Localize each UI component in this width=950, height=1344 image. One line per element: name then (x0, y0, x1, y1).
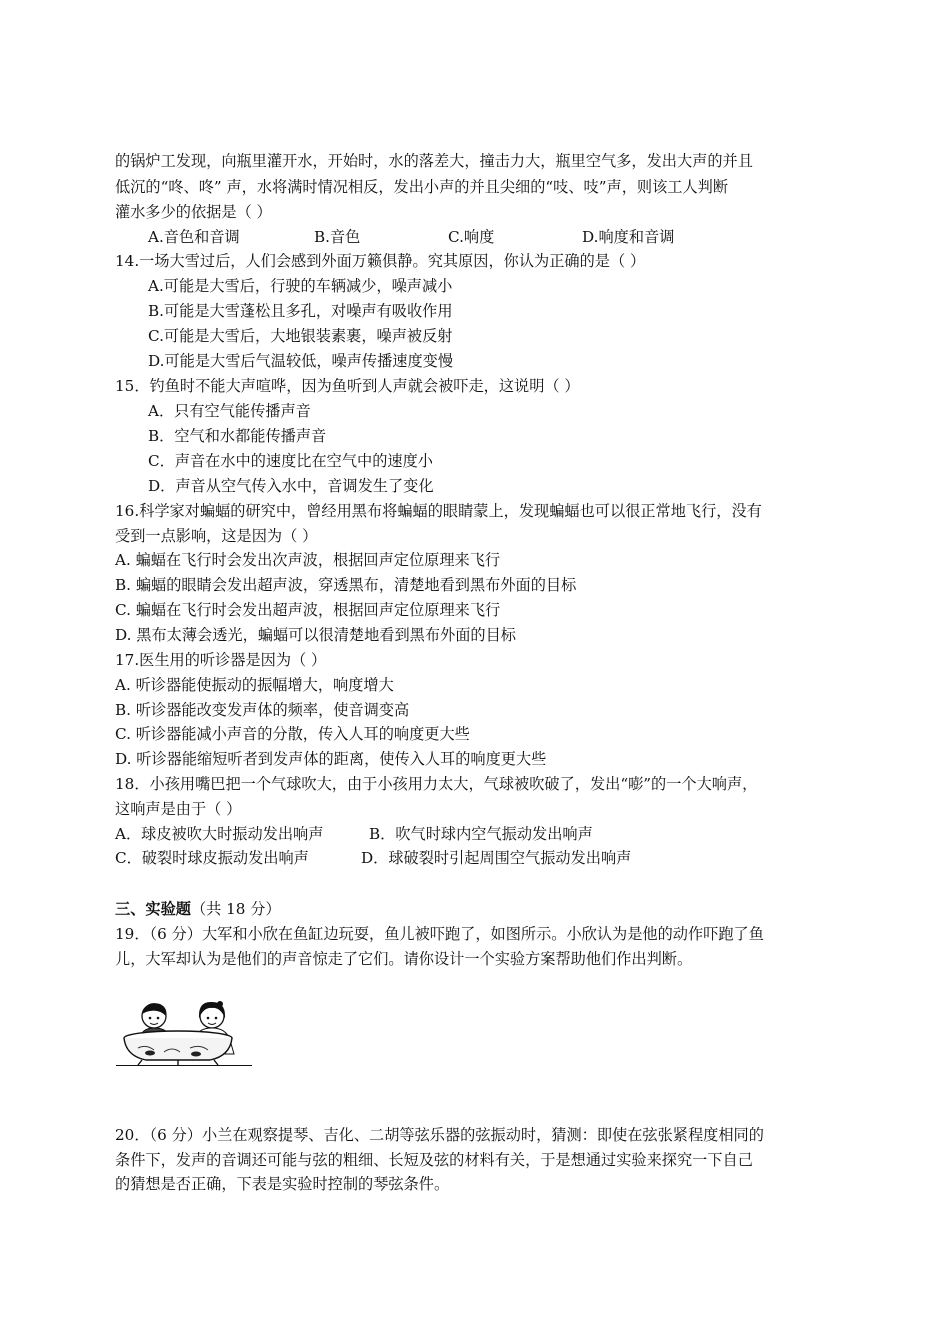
q20-line-2: 条件下，发声的音调还可能与弦的粗细、长短及弦的材料有关，于是想通过实验来探究一下自己 (115, 1151, 753, 1169)
q13-line-2: 低沉的“咚、咚” 声，水将满时情况相反，发出小声的并且尖细的“吱、吱”声，则该工人判断 (115, 178, 729, 196)
q16-stem-line-1: 16.科学家对蝙蝠的研究中，曾经用黑布将蝙蝠的眼睛蒙上，发现蝙蝠也可以很正常地飞行，没有 (115, 502, 762, 520)
q13-line-1: 的锅炉工发现，向瓶里灌开水，开始时，水的落差大，撞击力大，瓶里空气多，发出大声的并且 (115, 152, 753, 170)
q17-stem: 17.医生用的听诊器是因为（ ） (115, 651, 327, 669)
q17-option-d: D. 听诊器能缩短听者到发声体的距离，使传入人耳的响度更大些 (115, 750, 547, 768)
q16-option-a: A. 蝙蝠在飞行时会发出次声波，根据回声定位原理来飞行 (115, 551, 501, 569)
q19-line-2: 儿，大军却认为是他们的声音惊走了它们。请你设计一个实验方案帮助他们作出判断。 (115, 950, 693, 968)
q14-option-b: B.可能是大雪蓬松且多孔，对噪声有吸收作用 (148, 302, 453, 320)
section-heading (115, 899, 281, 919)
q13-option-b: B.音色 (314, 228, 361, 246)
q14-option-c: C.可能是大雪后，大地银装素裹，噪声被反射 (148, 327, 453, 345)
q14-stem: 14.一场大雪过后，人们会感到外面万籁俱静。究其原因，你认为正确的是（ ） (115, 252, 646, 270)
q18-option-a: A．球皮被吹大时振动发出响声 (115, 825, 324, 843)
section-title: 三、实验题 (115, 900, 191, 918)
q13-option-c: C.响度 (448, 228, 495, 246)
q17-option-b: B. 听诊器能改变发声体的频率，使音调变高 (115, 701, 410, 719)
q19-line-1: 19．（6 分）大军和小欣在鱼缸边玩耍，鱼儿被吓跑了，如图所示。小欣认为是他的动作吓跑了鱼 (115, 925, 764, 943)
q15-option-d: D．声音从空气传入水中，音调发生了变化 (148, 477, 434, 495)
q14-option-d: D.可能是大雪后气温较低，噪声传播速度变慢 (148, 352, 454, 370)
q13-line-3: 灌水多少的依据是（ ） (115, 203, 272, 221)
q20-line-1: 20．（6 分）小兰在观察提琴、吉化、二胡等弦乐器的弦振动时，猜测：即使在弦张紧程度相同的 (115, 1126, 764, 1144)
q18-stem-line-1: 18．小孩用嘴巴把一个气球吹大，由于小孩用力太大，气球被吹破了，发出“嘭”的一个大响声， (115, 775, 758, 793)
q18-options-row-1 (115, 824, 593, 844)
q15-stem: 15．钓鱼时不能大声喧哗，因为鱼听到人声就会被吓走，这说明（ ） (115, 377, 580, 395)
q15-option-c: C．声音在水中的速度比在空气中的速度小 (148, 452, 433, 470)
q18-option-b: B．吹气时球内空气振动发出响声 (369, 825, 593, 843)
q16-option-c: C. 蝙蝠在飞行时会发出超声波，根据回声定位原理来飞行 (115, 601, 501, 619)
q14-option-a: A.可能是大雪后，行驶的车辆减少，噪声减小 (148, 277, 453, 295)
q13-option-a: A.音色和音调 (148, 228, 240, 246)
fish-tank-illustration (116, 998, 252, 1066)
section-points: （共 18 分） (190, 900, 281, 918)
q13-options (148, 227, 674, 247)
q16-stem-line-2: 受到一点影响，这是因为（ ） (115, 527, 318, 545)
q15-option-b: B．空气和水都能传播声音 (148, 427, 327, 445)
q18-options-row-2 (115, 848, 631, 868)
q20-line-3: 的猜想是否正确，下表是实验时控制的琴弦条件。 (115, 1175, 450, 1193)
q18-stem-line-2: 这响声是由于（ ） (115, 800, 242, 818)
q17-option-a: A. 听诊器能使振动的振幅增大，响度增大 (115, 676, 394, 694)
q15-option-a: A．只有空气能传播声音 (148, 402, 311, 420)
q13-option-d: D.响度和音调 (582, 228, 675, 246)
q18-option-c: C．破裂时球皮振动发出响声 (115, 849, 309, 867)
q16-option-b: B. 蝙蝠的眼睛会发出超声波，穿透黑布，清楚地看到黑布外面的目标 (115, 576, 577, 594)
q18-option-d: D．球破裂时引起周围空气振动发出响声 (361, 849, 632, 867)
q16-option-d: D. 黑布太薄会透光，蝙蝠可以很清楚地看到黑布外面的目标 (115, 626, 516, 644)
q17-option-c: C. 听诊器能减小声音的分散，传入人耳的响度更大些 (115, 725, 470, 743)
